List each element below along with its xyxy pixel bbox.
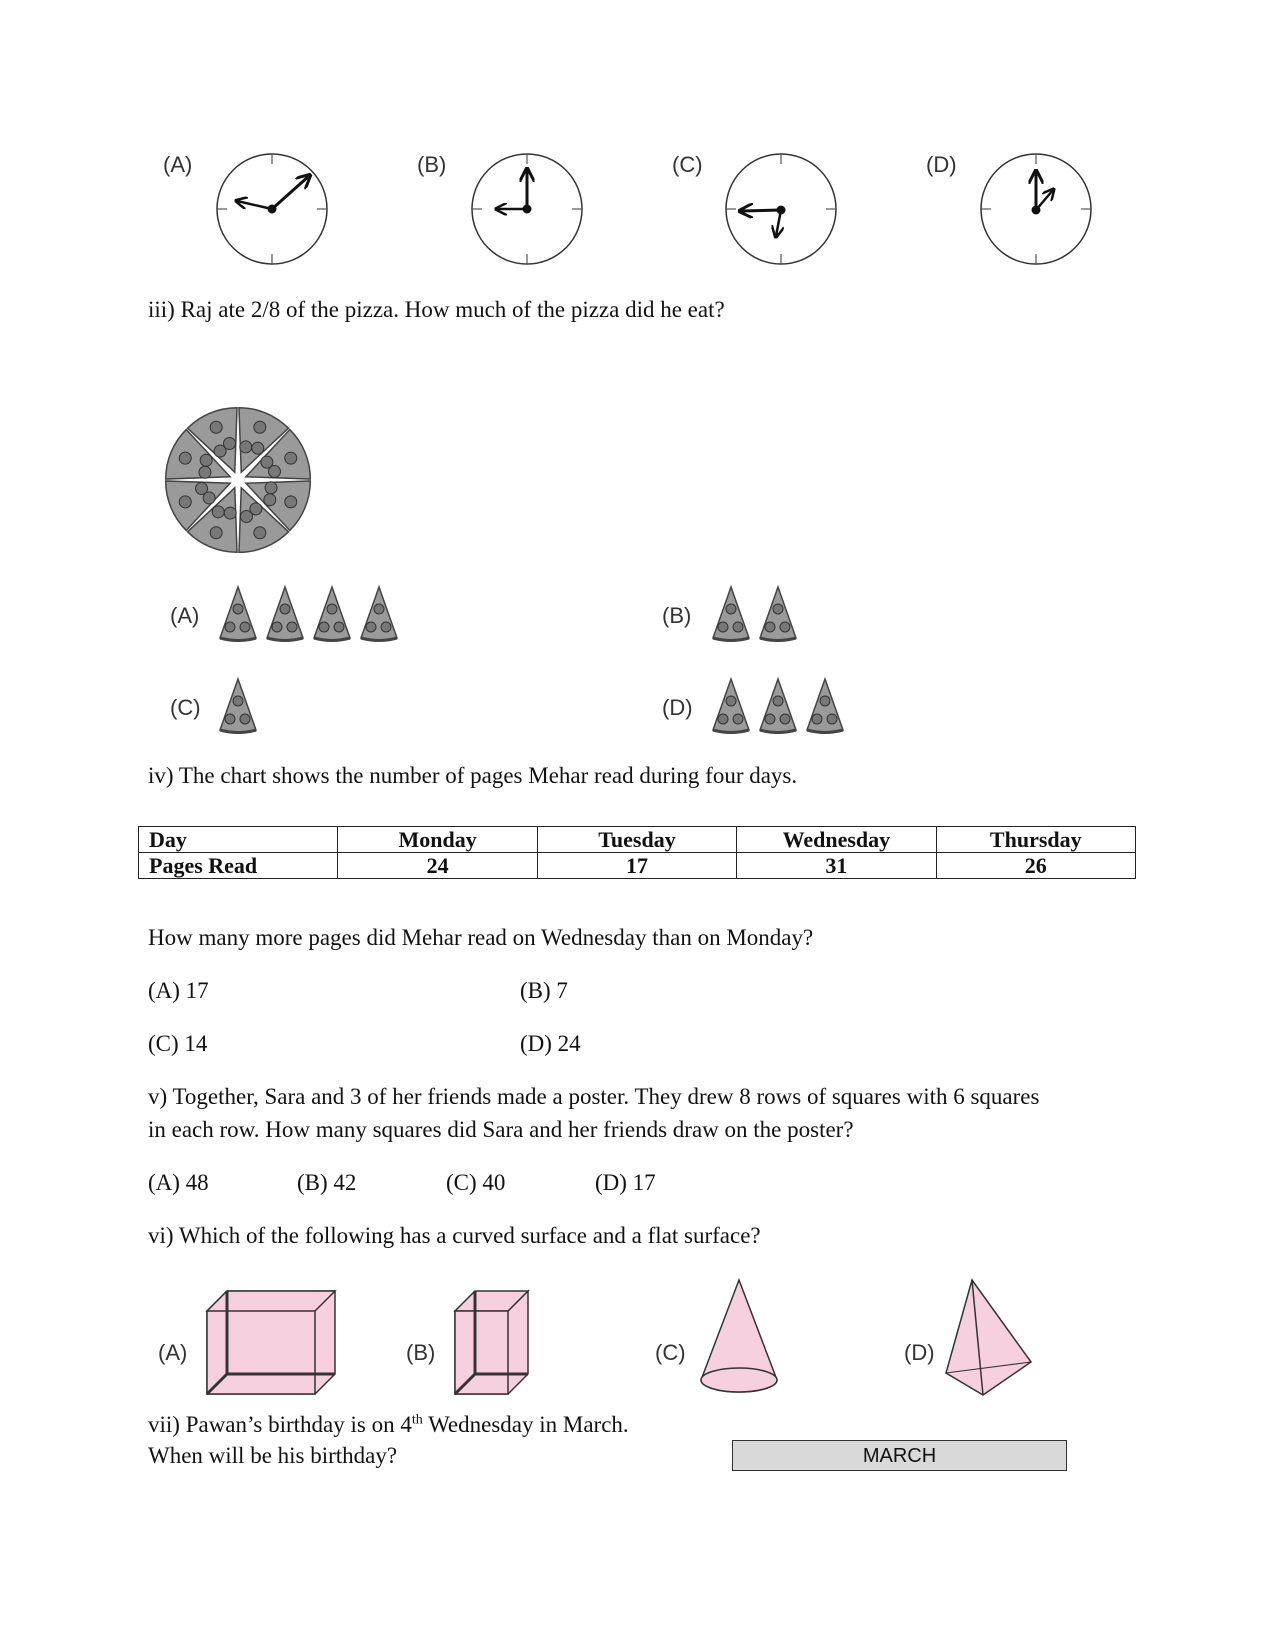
- pizza-slice-icon: [314, 587, 350, 641]
- clock-figures: [0, 0, 1275, 300]
- pepperoni: [199, 466, 211, 478]
- pizza-slice-icon: [220, 587, 256, 641]
- table-cell: Monday: [338, 827, 537, 853]
- table-cell: 24: [338, 853, 537, 879]
- pizza-option-d-label: (D): [662, 695, 693, 720]
- table-cell: 26: [936, 853, 1135, 879]
- table-row: [139, 853, 1136, 879]
- question-5-line-1: v) Together, Sara and 3 of her friends made a poster. They drew 8 rows of squares with 6 squares: [148, 1084, 1040, 1109]
- question-6-text: vi) Which of the following has a curved surface and a flat surface?: [148, 1223, 761, 1248]
- pepperoni: [200, 454, 212, 466]
- q5-option-d: (D) 17: [595, 1170, 656, 1195]
- q7-text-before: vii) Pawan’s birthday is on 4: [148, 1412, 412, 1437]
- pepperoni: [240, 441, 252, 453]
- pizza-option-b-label: (B): [662, 603, 692, 628]
- shape-option-b-label: (B): [406, 1340, 436, 1365]
- pepperoni: [210, 527, 222, 539]
- table-cell: Day: [139, 827, 338, 853]
- clock-icon-c: [726, 154, 836, 264]
- cube-icon: [207, 1291, 335, 1394]
- pizza-slice-icon: [220, 679, 256, 733]
- pizza-slice-icon: [760, 679, 796, 733]
- table-cell: Tuesday: [537, 827, 736, 853]
- pepperoni: [268, 465, 280, 477]
- pepperoni: [241, 510, 253, 522]
- q4-option-a: (A) 17: [148, 978, 209, 1003]
- pepperoni: [265, 482, 277, 494]
- pizza-slice-icon: [760, 587, 796, 641]
- clock-option-a-label: (A): [163, 152, 193, 177]
- pepperoni: [252, 442, 264, 454]
- pizza-option-d-slices: [711, 677, 931, 737]
- pepperoni: [212, 506, 224, 518]
- shape-option-c-label: (C): [655, 1340, 686, 1365]
- clock-icon-b: [472, 154, 582, 264]
- clock-option-d-label: (D): [926, 152, 957, 177]
- pizza-option-a-label: (A): [170, 603, 200, 628]
- clock-icon-a: [217, 154, 327, 264]
- pepperoni: [223, 438, 235, 450]
- pizza-option-c-label: (C): [170, 695, 201, 720]
- pizza-option-a-slices: [218, 585, 438, 645]
- pizza-slice-icon: [361, 587, 397, 641]
- clock-icon-d: [981, 154, 1091, 264]
- table-cell: Thursday: [936, 827, 1135, 853]
- table-cell: Pages Read: [139, 853, 338, 879]
- pepperoni: [179, 496, 191, 508]
- q7-superscript: th: [411, 1412, 423, 1428]
- table-cell: 31: [737, 853, 936, 879]
- pizza-option-c-slices: [218, 677, 438, 737]
- q4-option-b: (B) 7: [520, 978, 568, 1003]
- pepperoni: [179, 452, 191, 464]
- clock-option-b-label: (B): [417, 152, 447, 177]
- pepperoni: [264, 494, 276, 506]
- q7-text-after: Wednesday in March.: [422, 1412, 629, 1437]
- pages-read-table: [138, 826, 1136, 879]
- pepperoni: [196, 483, 208, 495]
- solid-shapes: [0, 1280, 1275, 1430]
- question-7-line-1: [148, 1412, 629, 1438]
- q5-option-a: (A) 48: [148, 1170, 209, 1195]
- shape-option-a-label: (A): [158, 1340, 188, 1365]
- question-4-question: How many more pages did Mehar read on Wednesday than on Monday?: [148, 925, 814, 950]
- table-cell: 17: [537, 853, 736, 879]
- question-3-text: iii) Raj ate 2/8 of the pizza. How much of the pizza did he eat?: [148, 297, 725, 322]
- clock-option-c-label: (C): [672, 152, 703, 177]
- q5-option-b: (B) 42: [297, 1170, 357, 1195]
- pizza-slice-icon: [713, 679, 749, 733]
- q4-option-c: (C) 14: [148, 1031, 208, 1056]
- pizza-slice-icon: [807, 679, 843, 733]
- pizza-slice-icon: [267, 587, 303, 641]
- pyramid-icon: [946, 1280, 1031, 1395]
- pepperoni: [254, 421, 266, 433]
- cone-icon: [701, 1280, 777, 1392]
- pepperoni: [285, 452, 297, 464]
- pepperoni: [285, 496, 297, 508]
- pizza-icon: [158, 400, 318, 560]
- pepperoni: [254, 527, 266, 539]
- pizza-option-b-slices: [711, 585, 931, 645]
- question-4-text: iv) The chart shows the number of pages Mehar read during four days.: [148, 763, 798, 788]
- cuboid-icon: [455, 1291, 528, 1394]
- table-header-row: [139, 827, 1136, 853]
- table-cell: Wednesday: [737, 827, 936, 853]
- q4-option-d: (D) 24: [520, 1031, 581, 1056]
- shape-option-d-label: (D): [904, 1340, 935, 1365]
- pepperoni: [224, 507, 236, 519]
- pizza-slice-icon: [713, 587, 749, 641]
- pepperoni: [210, 421, 222, 433]
- question-7-line-2: When will be his birthday?: [148, 1443, 398, 1468]
- calendar-title: MARCH: [732, 1440, 1067, 1471]
- question-5-line-2: in each row. How many squares did Sara and her friends draw on the poster?: [148, 1117, 854, 1142]
- q5-option-c: (C) 40: [446, 1170, 506, 1195]
